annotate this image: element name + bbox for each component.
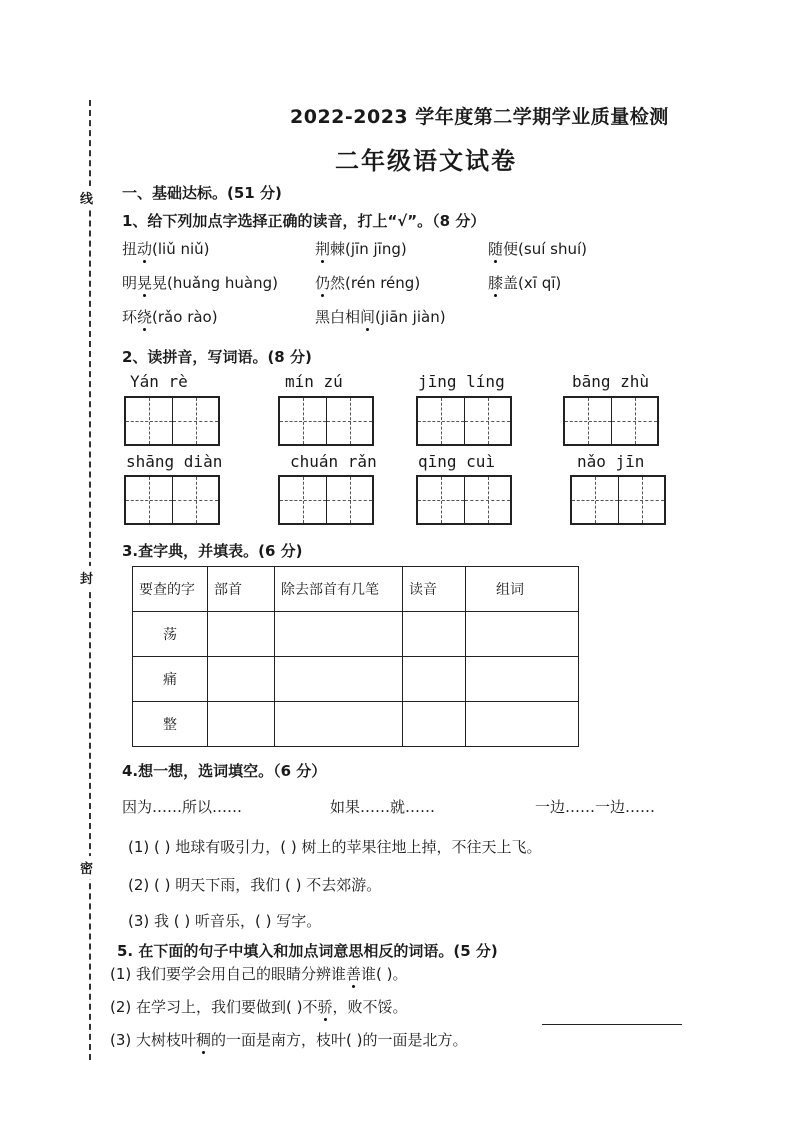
pinyin-options[interactable]: (liǔ niǔ) — [152, 240, 210, 258]
q5-sentence[interactable]: (1) 我们要学会用自己的眼睛分辨谁善谁( )。 — [110, 965, 408, 983]
writing-grid[interactable] — [124, 475, 220, 525]
table-row — [133, 612, 579, 657]
word-option: 如果……就…… — [330, 798, 436, 816]
answer-cell[interactable] — [466, 702, 579, 747]
answer-cell[interactable] — [403, 702, 466, 747]
writing-grid[interactable] — [124, 396, 220, 446]
q4-sentence[interactable]: (2) ( ) 明天下雨，我们 ( ) 不去郊游。 — [128, 876, 382, 894]
pinyin-options[interactable]: (huǎng huàng) — [167, 274, 278, 292]
dotted-char: 仍 — [315, 274, 331, 292]
pinyin-label: Yán rè — [130, 372, 188, 391]
pinyin-label: shāng diàn — [126, 452, 223, 471]
dotted-char: 善 — [346, 965, 362, 983]
dotted-char: 稠 — [196, 1031, 212, 1049]
q1-item: 膝盖(xī qī) — [488, 274, 562, 292]
q4-sentence[interactable]: (3) 我 ( ) 听音乐，( ) 写字。 — [128, 912, 322, 930]
answer-cell[interactable] — [275, 702, 403, 747]
answer-cell[interactable] — [208, 612, 275, 657]
pinyin-options[interactable]: (jiān jiàn) — [375, 308, 446, 326]
dotted-char: 膝 — [488, 274, 504, 292]
dotted-char: 绕 — [137, 308, 153, 326]
pinyin-label: bāng zhù — [572, 372, 650, 391]
q1-item: 随便(suí shuí) — [488, 240, 587, 258]
pinyin-label: chuán rǎn — [290, 452, 377, 471]
dotted-char: 骄 — [317, 998, 333, 1016]
answer-cell[interactable] — [208, 702, 275, 747]
dotted-char: 间 — [360, 308, 376, 326]
q1-item: 黑白相间(jiān jiàn) — [315, 308, 446, 326]
pinyin-options[interactable]: (rǎo rào) — [152, 308, 218, 326]
query-char: 荡 — [133, 612, 208, 657]
answer-cell[interactable] — [208, 657, 275, 702]
answer-cell[interactable] — [275, 612, 403, 657]
margin-char-mi: 密 — [80, 856, 93, 879]
dotted-char: 动 — [137, 240, 153, 258]
table-header: 除去部首有几笔 — [275, 567, 403, 612]
margin-char-xian: 线 — [80, 186, 93, 209]
table-header: 组词 — [466, 567, 579, 612]
pinyin-options[interactable]: (suí shuí) — [518, 240, 587, 258]
pinyin-label: jīng líng — [418, 372, 505, 391]
q1-item: 荆棘(jīn jīng) — [315, 240, 407, 258]
q1-item: 环绕(rǎo rào) — [122, 308, 218, 326]
q3-prompt: 3.查字典，并填表。(6 分) — [122, 542, 303, 560]
answer-cell[interactable] — [403, 612, 466, 657]
dotted-char: 晃 — [137, 274, 153, 292]
answer-cell[interactable] — [403, 657, 466, 702]
writing-grid[interactable] — [570, 475, 666, 525]
q5-prompt: 5. 在下面的句子中填入和加点词意思相反的词语。(5 分) — [117, 942, 498, 960]
subject-title: 二年级语文试卷 — [335, 147, 517, 175]
writing-grid[interactable] — [416, 475, 512, 525]
table-header-row — [133, 567, 579, 612]
dictionary-table — [132, 566, 579, 747]
answer-cell[interactable] — [466, 657, 579, 702]
pinyin-options[interactable]: (jīn jīng) — [345, 240, 407, 258]
q1-item: 明晃晃(huǎng huàng) — [122, 274, 278, 292]
dotted-char: 随 — [488, 240, 504, 258]
q4-prompt: 4.想一想，选词填空。（6 分） — [122, 762, 327, 780]
section1-heading: 一、基础达标。(51 分) — [122, 184, 282, 202]
exam-title: 2022-2023 学年度第二学期学业质量检测 — [290, 106, 669, 128]
pinyin-label: qīng cuì — [418, 452, 496, 471]
answer-underline — [542, 1024, 682, 1025]
q1-item: 扭动(liǔ niǔ) — [122, 240, 210, 258]
pinyin-label: nǎo jīn — [577, 452, 645, 471]
q1-item: 仍然(rén réng) — [315, 274, 421, 292]
pinyin-options[interactable]: (xī qī) — [518, 274, 562, 292]
table-row — [133, 702, 579, 747]
margin-char-feng: 封 — [80, 566, 93, 589]
q5-sentence[interactable]: (3) 大树枝叶稠的一面是南方，枝叶( )的一面是北方。 — [110, 1031, 468, 1049]
table-header: 部首 — [208, 567, 275, 612]
q5-sentence[interactable]: (2) 在学习上，我们要做到( )不骄，败不馁。 — [110, 998, 408, 1016]
word-option: 因为……所以…… — [122, 798, 243, 816]
pinyin-label: mín zú — [285, 372, 343, 391]
writing-grid[interactable] — [278, 396, 374, 446]
table-header: 读音 — [403, 567, 466, 612]
pinyin-options[interactable]: (rén réng) — [345, 274, 421, 292]
table-row — [133, 657, 579, 702]
writing-grid[interactable] — [563, 396, 659, 446]
query-char: 痛 — [133, 657, 208, 702]
q1-prompt: 1、给下列加点字选择正确的读音，打上“√”。（8 分） — [122, 212, 486, 230]
q2-prompt: 2、读拼音，写词语。(8 分) — [122, 348, 312, 366]
table-header: 要查的字 — [133, 567, 208, 612]
answer-cell[interactable] — [275, 657, 403, 702]
answer-cell[interactable] — [466, 612, 579, 657]
writing-grid[interactable] — [278, 475, 374, 525]
query-char: 整 — [133, 702, 208, 747]
dotted-char: 荆 — [315, 240, 331, 258]
q4-sentence[interactable]: (1) ( ) 地球有吸引力，( ) 树上的苹果往地上掉，不往天上飞。 — [128, 838, 542, 856]
word-option: 一边……一边…… — [535, 798, 656, 816]
writing-grid[interactable] — [416, 396, 512, 446]
